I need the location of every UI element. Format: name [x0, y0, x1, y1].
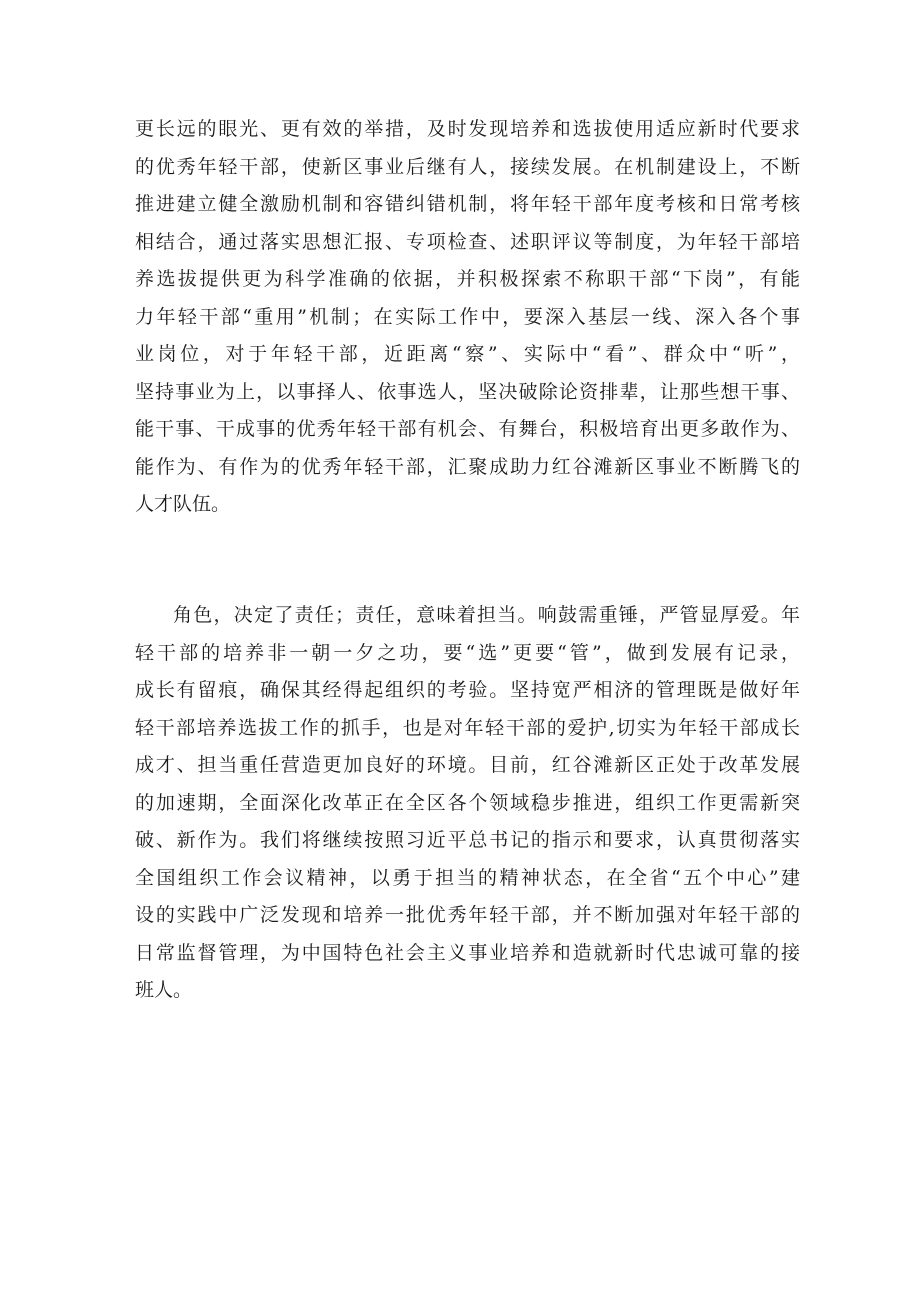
paragraph-line: 设的实践中广泛发现和培养一批优秀年轻干部，并不断加强对年轻干部的 [135, 904, 800, 926]
paragraph-line: 角色，决定了责任；责任，意味着担当。响鼓需重锤，严管显厚爱。年 [173, 604, 800, 626]
paragraph-line: 业岗位，对于年轻干部，近距离“察”、实际中“看”、群众中“听”， [135, 343, 800, 365]
paragraph-line: 推进建立健全激励机制和容错纠错机制，将年轻干部年度考核和日常考核 [135, 193, 800, 215]
paragraph-line: 力年轻干部“重用”机制；在实际工作中，要深入基层一线、深入各个事 [135, 305, 800, 328]
paragraph-line: 的加速期，全面深化改革正在全区各个领域稳步推进，组织工作更需新突 [135, 791, 800, 814]
paragraph-line: 破、新作为。我们将继续按照习近平总书记的指示和要求，认真贯彻落实 [135, 829, 800, 851]
paragraph-line: 能作为、有作为的优秀年轻干部，汇聚成助力红谷滩新区事业不断腾飞的 [135, 455, 800, 478]
paragraph-line: 轻干部培养选拔工作的抓手，也是对年轻干部的爱护,切实为年轻干部成长 [135, 716, 800, 739]
paragraph-line: 全国组织工作会议精神，以勇于担当的精神状态，在全省“五个中心”建 [135, 866, 800, 889]
paragraph-line: 能干事、干成事的优秀年轻干部有机会、有舞台，积极培育出更多敢作为、 [135, 418, 800, 440]
paragraph-line: 班人。 [135, 979, 193, 1001]
paragraph-line: 日常监督管理，为中国特色社会主义事业培养和造就新时代忠诚可靠的接 [135, 941, 800, 964]
paragraph-line: 相结合，通过落实思想汇报、专项检查、述职评议等制度，为年轻干部培 [135, 230, 800, 253]
paragraph-line: 成长有留痕，确保其经得起组织的考验。坚持宽严相济的管理既是做好年 [135, 679, 800, 701]
paragraph-line: 养选拔提供更为科学准确的依据，并积极探索不称职干部“下岗”，有能 [135, 268, 800, 290]
paragraph-line: 更长远的眼光、更有效的举措，及时发现培养和选拔使用适应新时代要求 [135, 118, 800, 140]
paragraph-line: 轻干部的培养非一朝一夕之功，要“选”更要“管”，做到发展有记录， [135, 641, 800, 664]
paragraph-line: 坚持事业为上，以事择人、依事选人，坚决破除论资排辈，让那些想干事、 [135, 380, 800, 403]
paragraph-line: 人才队伍。 [135, 493, 231, 515]
paragraph-line: 的优秀年轻干部，使新区事业后继有人，接续发展。在机制建设上，不断 [135, 155, 800, 178]
paragraph-1 [135, 111, 800, 524]
paragraph-2 [135, 597, 800, 1010]
paragraph-line: 成才、担当重任营造更加良好的环境。目前，红谷滩新区正处于改革发展 [135, 754, 800, 776]
